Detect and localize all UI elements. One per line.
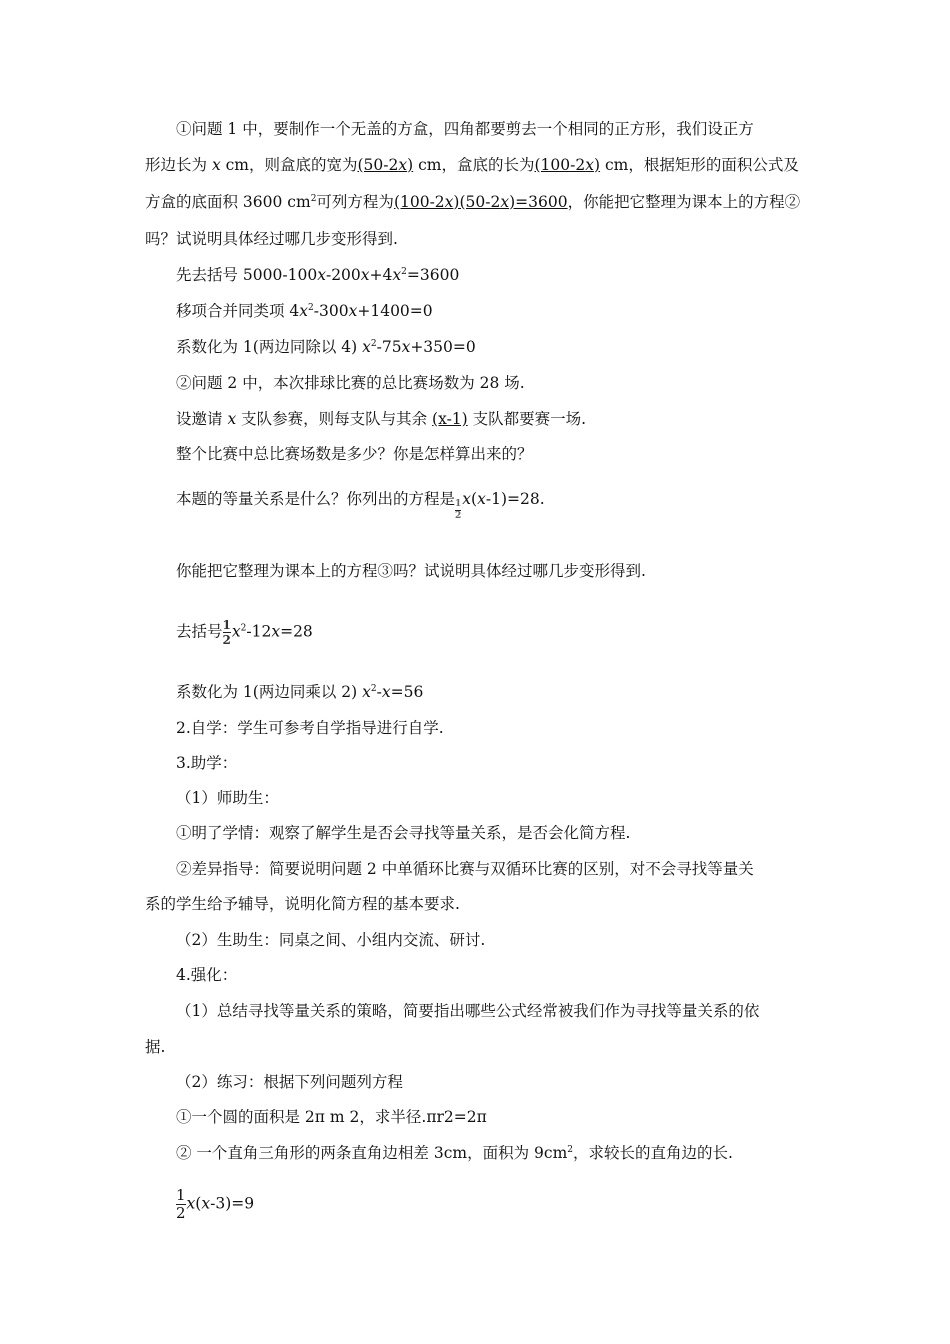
text-line: ② 一个直角三角形的两条直角边相差 3cm，面积为 $9cm^2$，求较长的直角边的长. [176, 1144, 733, 1162]
fraction-half: $\frac{1}{2}$ [455, 499, 462, 521]
answer-equation: (100-2x)(50-2x)=3600 [393, 193, 568, 211]
answer-width: (50-2x) [357, 156, 414, 174]
text-line: 形边长为 x cm，则盒底的宽为(50-2x) cm，盒底的长为(100-2x) cm，根据矩形的面积公式及 [145, 156, 799, 174]
text-line: 3.助学： [176, 754, 238, 772]
step-normalize: 系数化为 1(两边同除以 4) $x^2-75x+350=0$ [176, 338, 476, 356]
text-line: （2）生助生：同桌之间、小组内交流、研讨. [176, 931, 486, 949]
text-line: 系的学生给予辅导，说明化简方程的基本要求. [145, 895, 460, 913]
text-line: 据. [145, 1038, 166, 1056]
text-line: 方盒的底面积 3600 $cm^2$可列方程为(100-2x)(50-2x)=3600，你能把它整理为课本上的方程② [145, 193, 801, 211]
text-line: ①问题 1 中，要制作一个无盖的方盒，四角都要剪去一个相同的正方形，我们设正方 [176, 120, 754, 138]
text-line: ②问题 2 中，本次排球比赛的总比赛场数为 28 场. [176, 374, 525, 392]
answer-length: (100-2x) [534, 156, 601, 174]
text-line: （1）总结寻找等量关系的策略，简要指出哪些公式经常被我们作为寻找等量关系的依 [176, 1002, 760, 1020]
text-line: ①一个圆的面积是 2π m 2，求半径.πr2=2π [176, 1108, 487, 1126]
text-line: 你能把它整理为课本上的方程③吗？试说明具体经过哪几步变形得到. [176, 562, 646, 580]
equation-line: 本题的等量关系是什么？你列出的方程是 $\frac{1}{2}$ x(x-1)=28. [176, 490, 545, 521]
step-expand-2: 去括号 $\frac{1}{2}$ $x^2-12x=28$ [176, 618, 313, 647]
step-combine: 移项合并同类项 $4x^2-300x+1400=0$ [176, 302, 433, 320]
text-line: （1）师助生： [176, 789, 279, 807]
text-line: 设邀请 x 支队参赛，则每支队与其余 (x-1) 支队都要赛一场. [176, 410, 587, 428]
fraction-half: $\frac{1}{2}$ [176, 1186, 186, 1222]
step-normalize-2: 系数化为 1(两边同乘以 2) $x^2-x=56$ [176, 683, 424, 701]
text-line: 整个比赛中总比赛场数是多少？你是怎样算出来的？ [176, 445, 533, 463]
fraction-half: $\frac{1}{2}$ [222, 618, 231, 647]
text-line: 4.强化： [176, 966, 238, 984]
text-line: 2.自学：学生可参考自学指导进行自学. [176, 719, 444, 737]
answer-teams: (x-1) [432, 410, 468, 428]
text-line: 吗？试说明具体经过哪几步变形得到. [145, 230, 398, 248]
equation-line: $\frac{1}{2}$ x(x-3)=9 [176, 1186, 255, 1222]
text-line: （2）练习：根据下列问题列方程 [176, 1073, 403, 1091]
text-line: ①明了学情：观察了解学生是否会寻找等量关系，是否会化简方程. [176, 824, 631, 842]
step-expand: 先去括号 $5000-100x-200x+4x^2=3600$ [176, 266, 460, 284]
text-line: ②差异指导：简要说明问题 2 中单循环比赛与双循环比赛的区别，对不会寻找等量关 [176, 860, 754, 878]
